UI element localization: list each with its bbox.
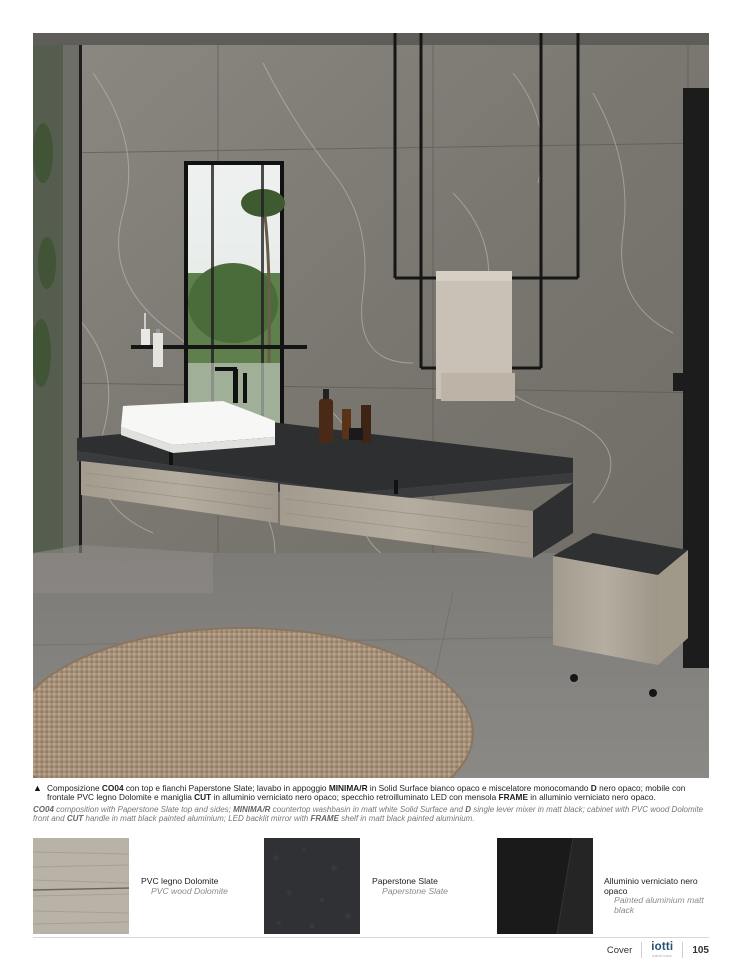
swatch-paperstone-slate xyxy=(264,838,360,934)
bathroom-scene xyxy=(33,33,709,778)
swatch-name: Alluminio verniciato nero opaco xyxy=(604,876,698,896)
caption-italian-text: Composizione CO04 con top e fianchi Paperstone Slate; lavabo in appoggio MINIMA/R in Solid Surface bianco opaco e miscelatore monocomando D nero opaco; mobile con frontale PVC legno Dolomite e maniglia CUT in alluminio verniciato nero opaco; specchio retroilluminato LED con mensola FRAME in alluminio verniciato nero opaco. xyxy=(47,783,686,803)
brand-logo xyxy=(641,942,683,958)
page-number: 105 xyxy=(692,944,709,956)
swatch-sub: Painted aluminium matt black xyxy=(614,895,704,915)
swatch-label-pvc xyxy=(141,877,228,896)
page-footer xyxy=(607,942,709,958)
brand-subline: bathroom xyxy=(652,953,673,958)
caption-english: CO04 composition with Paperstone Slate top and sides; MINIMA/R countertop washbasin in matt white Solid Surface and D single lever mixer in matt black; cabinet with PVC wood Dolomite front and CUT handle in matt black painted aluminium; LED backlit mirror with FRAME shelf in matt black painted aluminium. xyxy=(33,805,704,824)
swatch-sub: Paperstone Slate xyxy=(382,885,448,896)
triangle-up-icon: ▲ xyxy=(33,783,42,793)
section-label: Cover xyxy=(606,944,633,956)
swatch-name: PVC legno Dolomite xyxy=(141,876,219,886)
hero-photo xyxy=(33,33,709,778)
swatch-pvc-wood-dolomite xyxy=(33,838,129,934)
image-caption xyxy=(33,784,709,823)
swatch-label-aluminium xyxy=(604,877,704,915)
caption-italian xyxy=(33,784,709,802)
brand-name: iotti xyxy=(651,941,674,953)
swatch-name: Paperstone Slate xyxy=(372,876,438,886)
swatch-label-paperstone xyxy=(372,877,448,896)
footer-divider xyxy=(33,937,709,938)
swatch-sub: PVC wood Dolomite xyxy=(151,885,228,896)
swatch-painted-aluminium xyxy=(497,838,593,934)
